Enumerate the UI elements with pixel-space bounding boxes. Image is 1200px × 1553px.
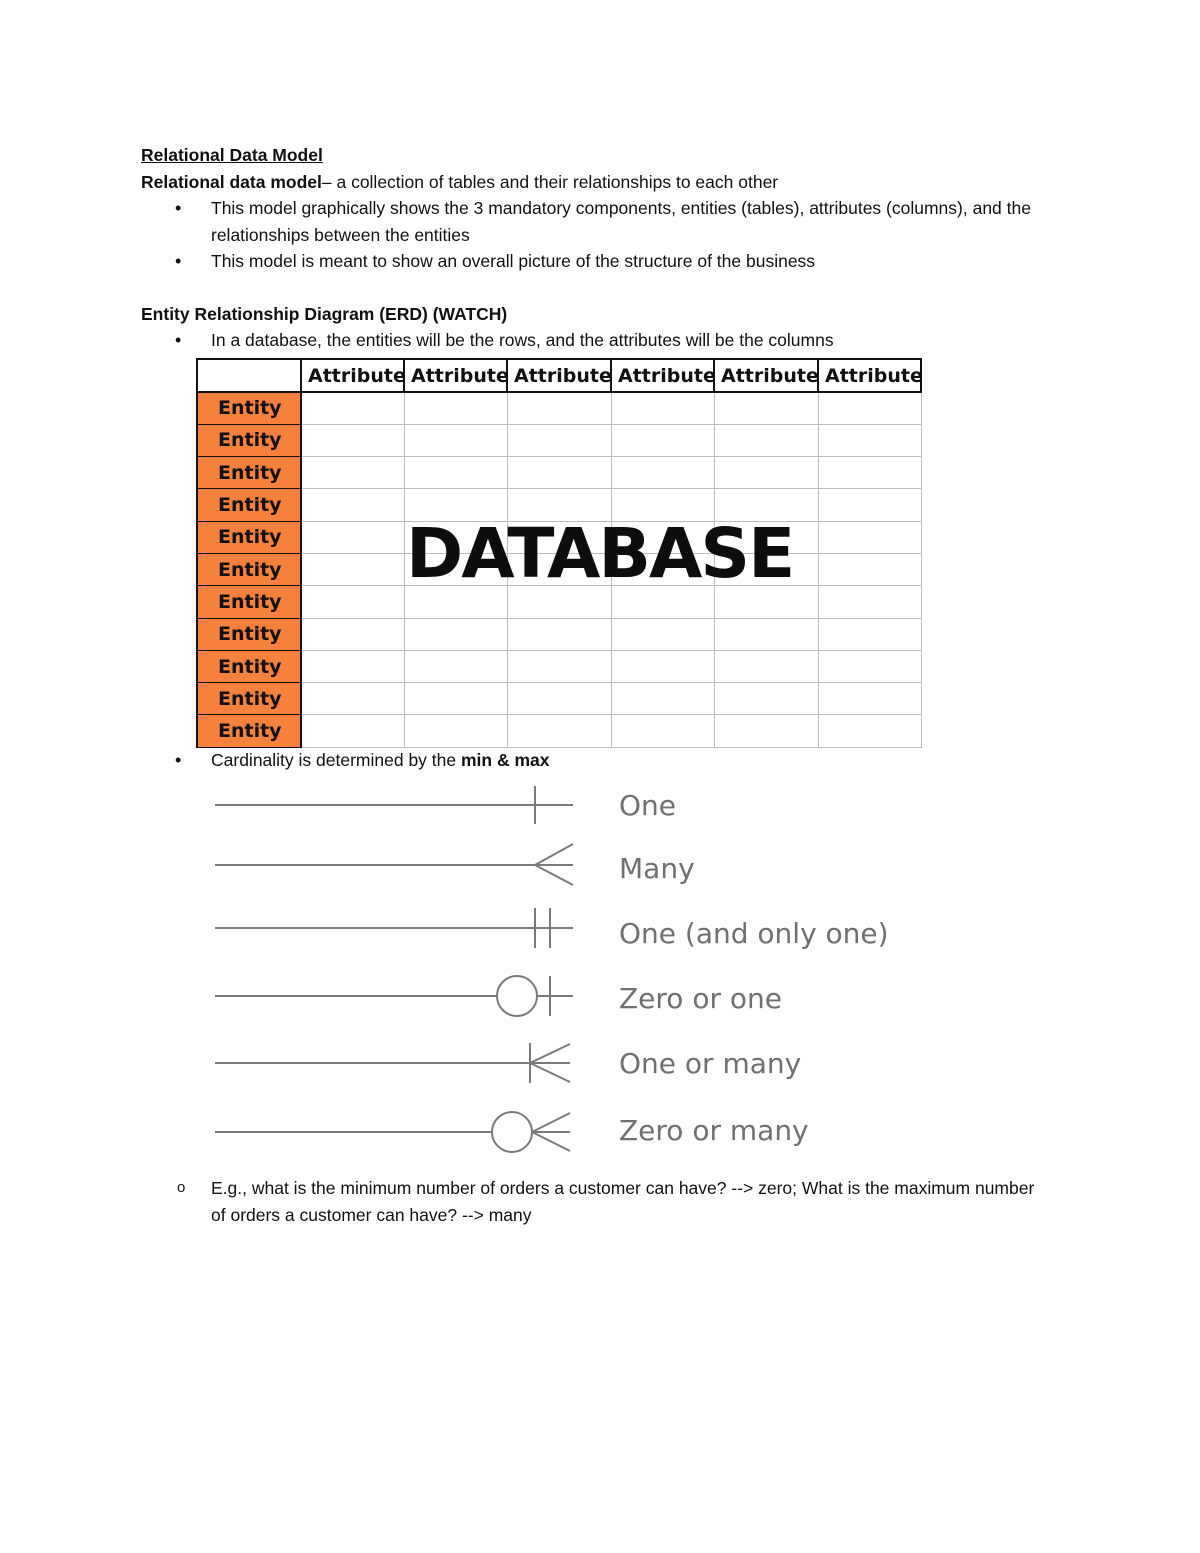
table-cell xyxy=(301,457,404,489)
definition-term: Relational data model xyxy=(141,171,322,192)
table-cell xyxy=(818,715,921,747)
table-cell xyxy=(714,618,818,650)
table-cell xyxy=(404,457,507,489)
table-cell xyxy=(714,650,818,682)
zero-or-many-symbol-icon xyxy=(215,1112,570,1152)
table-cell xyxy=(301,392,404,424)
table-row xyxy=(197,683,921,715)
table-cell xyxy=(507,618,611,650)
entity-cell: Entity xyxy=(197,586,301,618)
entity-cell: Entity xyxy=(197,650,301,682)
attribute-header: Attribute xyxy=(714,359,818,392)
page-title: Relational Data Model xyxy=(141,145,323,165)
entity-cell: Entity xyxy=(197,521,301,553)
table-cell xyxy=(818,618,921,650)
table-cell xyxy=(818,683,921,715)
bullet-icon: • xyxy=(175,251,182,271)
table-cell xyxy=(818,392,921,424)
table-cell xyxy=(507,683,611,715)
bullet-icon: • xyxy=(175,198,182,218)
cardinality-bullet-wrap xyxy=(141,747,1041,774)
table-cell xyxy=(818,521,921,553)
table-cell xyxy=(404,392,507,424)
bullet-list-1 xyxy=(141,195,1041,275)
cardinality-label-zero-or-many: Zero or many xyxy=(619,1114,809,1147)
erd-heading: Entity Relationship Diagram (ERD) (WATCH) xyxy=(141,303,508,324)
table-cell xyxy=(611,392,714,424)
entity-cell: Entity xyxy=(197,457,301,489)
entity-cell: Entity xyxy=(197,424,301,456)
attribute-header: Attribute xyxy=(404,359,507,392)
one-or-many-symbol-icon xyxy=(215,1043,570,1083)
cardinality-notation-image xyxy=(200,772,900,1164)
bullet-list-2 xyxy=(141,327,1041,354)
list-item: • Cardinality is determined by the min & max xyxy=(141,747,1041,774)
table-cell xyxy=(818,424,921,456)
table-cell xyxy=(611,683,714,715)
zero-or-one-symbol-icon xyxy=(215,976,573,1016)
table-cell xyxy=(301,553,404,585)
table-cell xyxy=(714,424,818,456)
table-cell xyxy=(301,650,404,682)
database-table-image xyxy=(196,358,923,745)
table-cell xyxy=(507,715,611,747)
table-cell xyxy=(301,715,404,747)
circle-bullet-icon: o xyxy=(177,1179,186,1196)
cardinality-label-zero-or-one: Zero or one xyxy=(619,982,782,1015)
cardinality-label-many: Many xyxy=(619,852,695,885)
cardinality-label-one-and-only-one: One (and only one) xyxy=(619,917,889,950)
cardinality-label-one: One xyxy=(619,789,677,822)
entity-cell: Entity xyxy=(197,683,301,715)
table-cell xyxy=(507,457,611,489)
list-item: • This model graphically shows the 3 mandatory components, entities (tables), attributes (columns), and the relationships between the entities xyxy=(141,195,1041,248)
attribute-header: Attribute xyxy=(611,359,714,392)
definition-text: – a collection of tables and their relationships to each other xyxy=(321,171,779,192)
table-cell xyxy=(714,457,818,489)
cardinality-label-one-or-many: One or many xyxy=(619,1047,802,1080)
table-row xyxy=(197,618,921,650)
table-cell xyxy=(507,650,611,682)
table-cell xyxy=(404,715,507,747)
attribute-header: Attribute xyxy=(507,359,611,392)
table-cell xyxy=(611,650,714,682)
entity-cell: Entity xyxy=(197,489,301,521)
document-body xyxy=(141,142,1041,354)
table-cell xyxy=(611,424,714,456)
table-cell xyxy=(404,618,507,650)
table-cell xyxy=(714,715,818,747)
table-cell xyxy=(714,392,818,424)
table-cell xyxy=(818,650,921,682)
table-cell xyxy=(301,489,404,521)
example-wrap xyxy=(141,1175,1041,1228)
table-cell xyxy=(301,521,404,553)
table-cell xyxy=(507,424,611,456)
table-cell xyxy=(818,489,921,521)
table-row xyxy=(197,650,921,682)
many-symbol-icon xyxy=(215,844,573,885)
table-row xyxy=(197,715,921,747)
table-cell xyxy=(818,553,921,585)
table-cell xyxy=(301,424,404,456)
table-cell xyxy=(301,618,404,650)
attribute-header: Attribute xyxy=(818,359,921,392)
table-cell xyxy=(404,424,507,456)
table-cell xyxy=(818,586,921,618)
table-cell xyxy=(301,683,404,715)
bullet-icon: • xyxy=(175,330,182,350)
one-symbol-icon xyxy=(215,786,573,824)
list-item: • This model is meant to show an overall picture of the structure of the business xyxy=(141,248,1041,275)
entity-cell: Entity xyxy=(197,392,301,424)
table-cell xyxy=(714,683,818,715)
table-cell xyxy=(404,683,507,715)
table-cell xyxy=(818,457,921,489)
entity-cell: Entity xyxy=(197,553,301,585)
entity-cell: Entity xyxy=(197,715,301,747)
table-cell xyxy=(611,715,714,747)
database-overlay-text: DATABASE xyxy=(406,514,794,594)
table-cell xyxy=(611,457,714,489)
list-item: • In a database, the entities will be the rows, and the attributes will be the columns xyxy=(141,327,1041,354)
one-and-only-one-symbol-icon xyxy=(215,908,573,948)
table-cell xyxy=(507,392,611,424)
entity-cell: Entity xyxy=(197,618,301,650)
bullet-icon: • xyxy=(175,750,182,770)
table-row xyxy=(197,424,921,456)
table-row xyxy=(197,392,921,424)
attribute-header: Attribute xyxy=(301,359,404,392)
table-cell xyxy=(611,618,714,650)
definition-line xyxy=(141,169,1041,196)
table-cell xyxy=(404,650,507,682)
table-cell xyxy=(301,586,404,618)
table-row xyxy=(197,457,921,489)
table-corner-cell xyxy=(197,359,301,392)
list-item: o E.g., what is the minimum number of orders a customer can have? --> zero; What is the maximum number of orders a customer can have? --> many xyxy=(141,1175,1041,1228)
